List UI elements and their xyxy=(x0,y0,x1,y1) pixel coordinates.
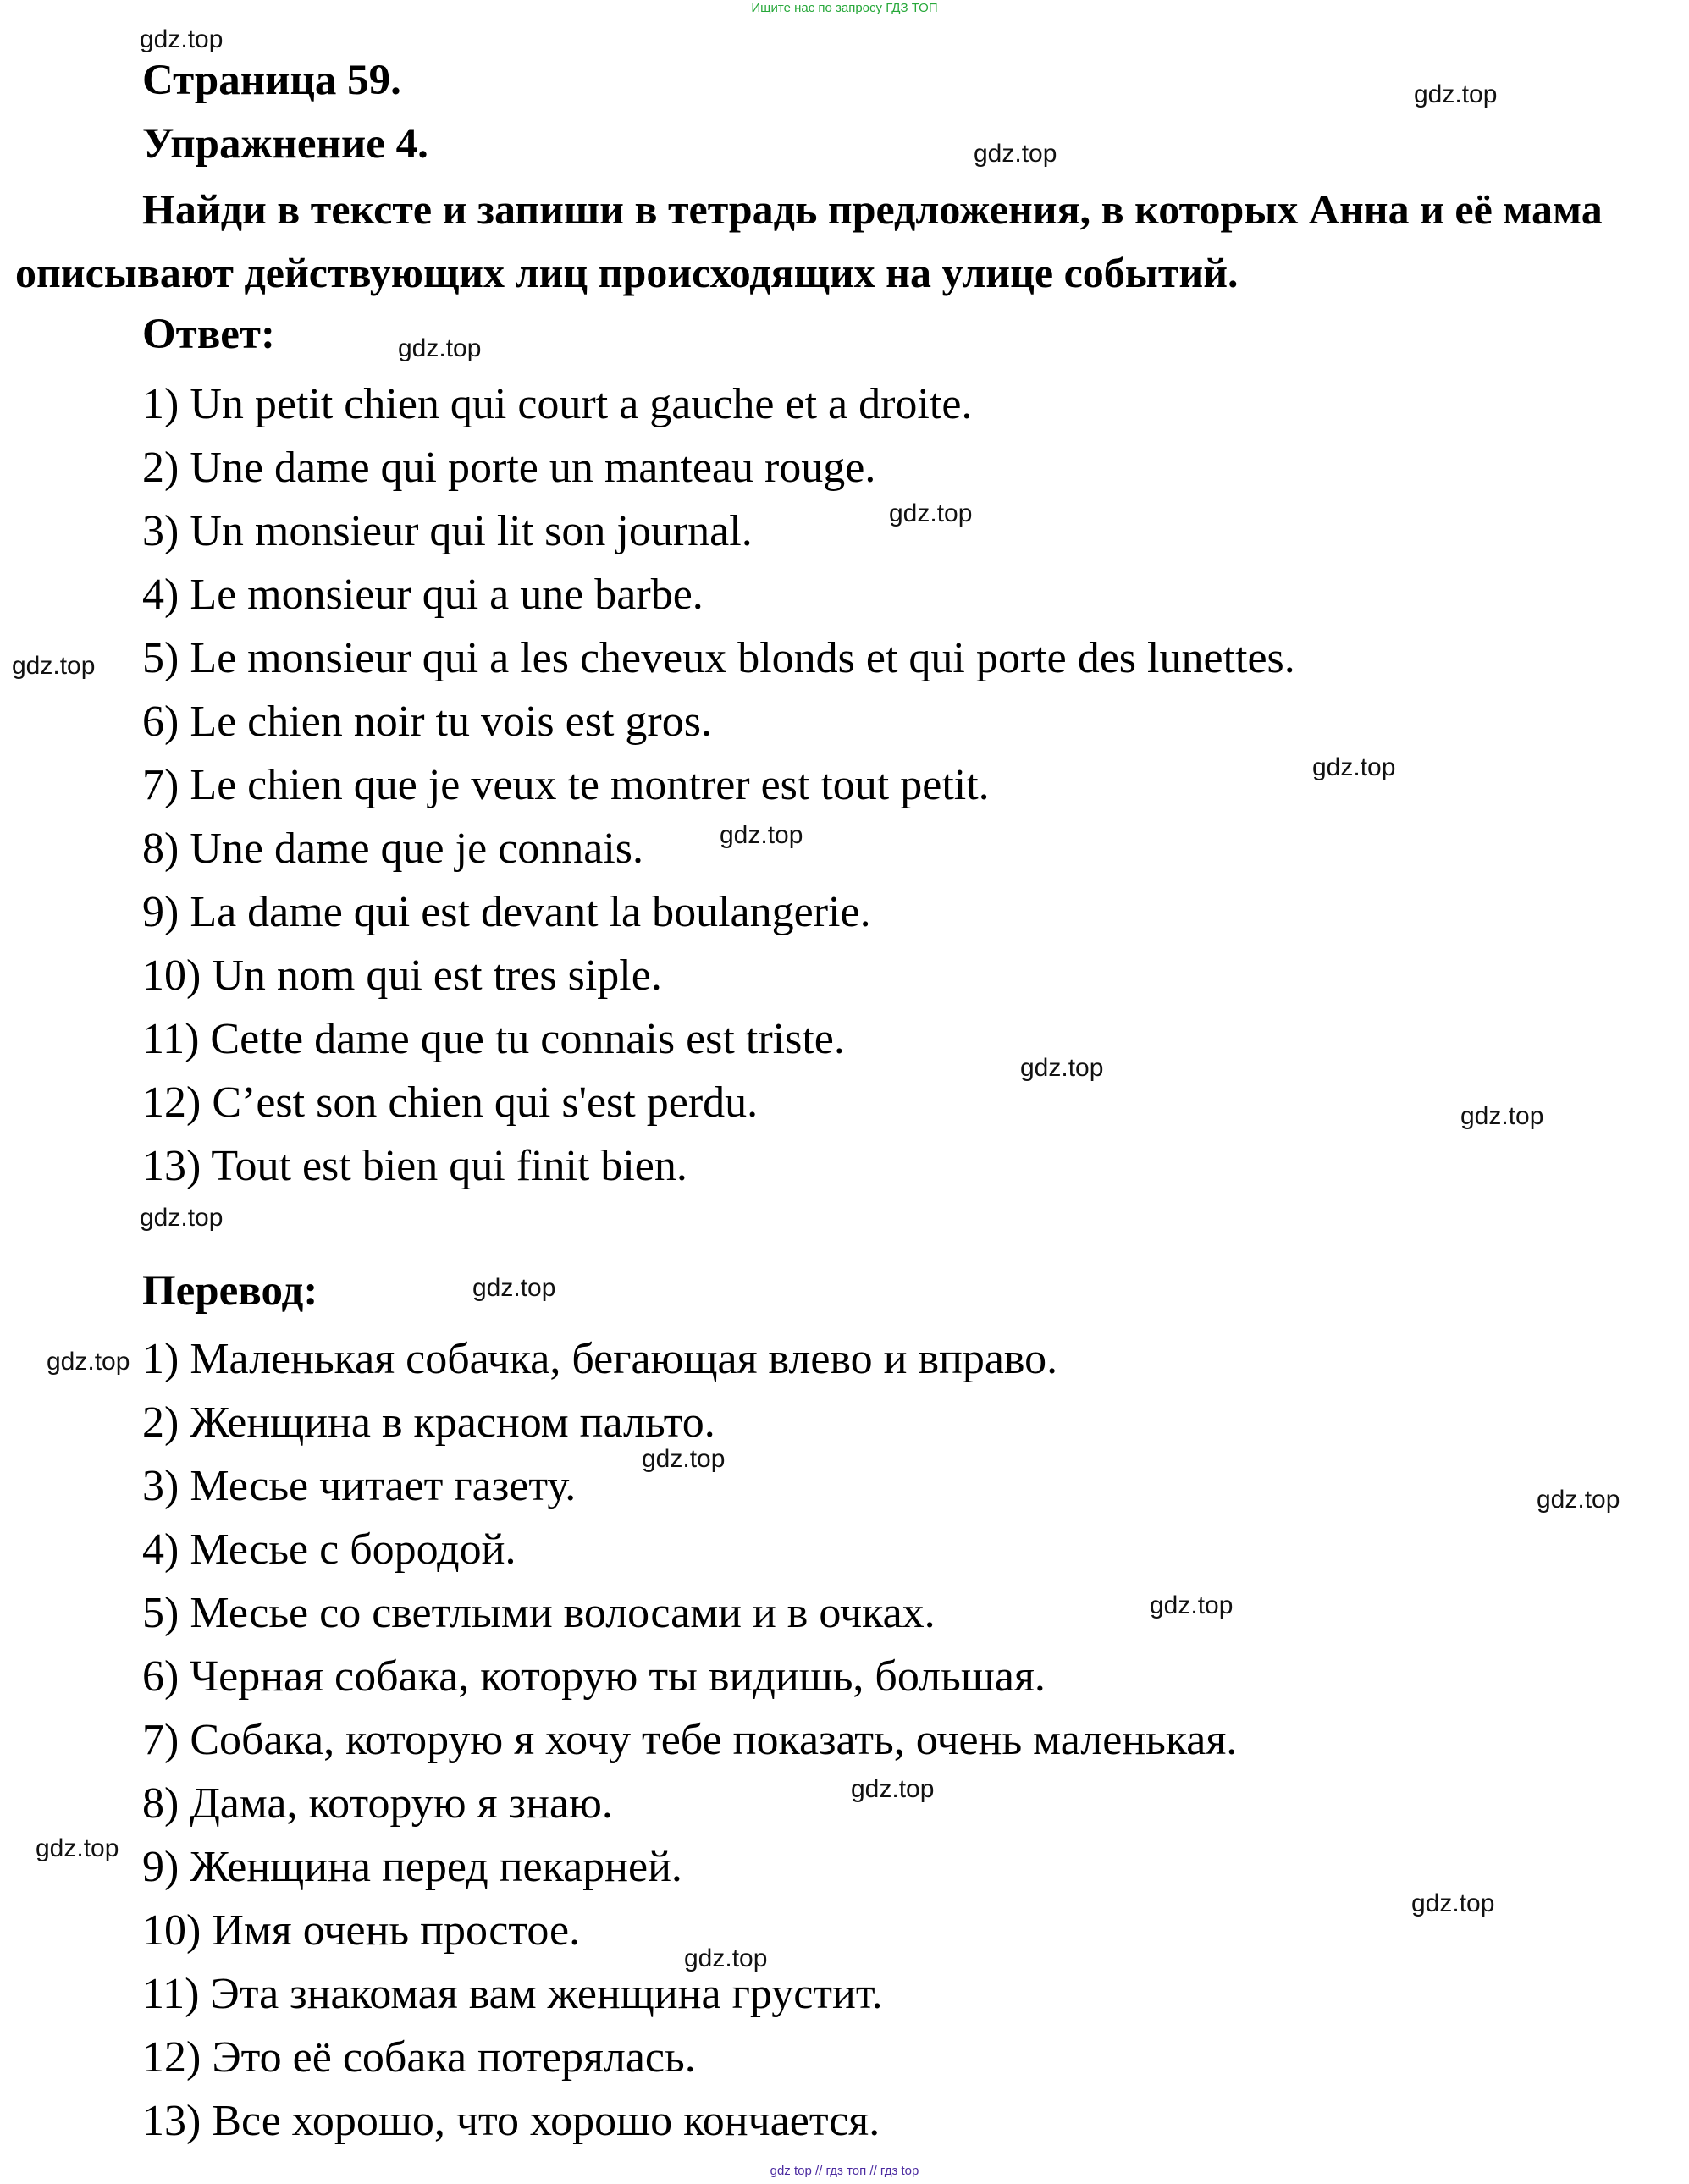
watermark: gdz.top xyxy=(12,652,96,680)
answer-item: 11) Cette dame que tu connais est triste. xyxy=(142,1015,845,1063)
translation-item: 10) Имя очень простое. xyxy=(142,1906,581,1955)
answer-item: 3) Un monsieur qui lit son journal. xyxy=(142,507,753,555)
watermark: gdz.top xyxy=(398,334,482,362)
watermark: gdz.top xyxy=(1414,80,1498,108)
watermark: gdz.top xyxy=(889,499,973,527)
watermark: gdz.top xyxy=(1411,1889,1495,1917)
answer-item: 13) Tout est bien qui finit bien. xyxy=(142,1142,687,1190)
answer-item: 6) Le chien noir tu vois est gros. xyxy=(142,698,712,746)
watermark: gdz.top xyxy=(1020,1054,1104,1082)
answer-item: 5) Le monsieur qui a les cheveux blonds et qui porte des lunettes. xyxy=(142,634,1295,682)
translation-item: 1) Маленькая собачка, бегающая влево и вправо. xyxy=(142,1335,1058,1383)
watermark: gdz.top xyxy=(720,821,803,849)
answer-item: 9) La dame qui est devant la boulangerie. xyxy=(142,888,871,936)
watermark: gdz.top xyxy=(642,1445,726,1473)
watermark: gdz.top xyxy=(974,140,1057,168)
translation-item: 5) Месье со светлыми волосами и в очках. xyxy=(142,1589,936,1637)
answer-list xyxy=(142,372,1295,1198)
answer-item: 10) Un nom qui est tres siple. xyxy=(142,951,662,1000)
translation-label: Перевод: xyxy=(142,1267,318,1315)
watermark: gdz.top xyxy=(140,25,224,53)
answer-item: 8) Une dame que je connais. xyxy=(142,825,644,873)
watermark: gdz.top xyxy=(1150,1591,1234,1619)
watermark: gdz.top xyxy=(140,1204,224,1232)
translation-item: 6) Черная собака, которую ты видишь, большая. xyxy=(142,1652,1046,1701)
watermark: gdz.top xyxy=(36,1834,119,1862)
watermark: gdz.top xyxy=(1537,1486,1620,1514)
watermark: gdz.top xyxy=(1312,753,1396,781)
translation-item: 9) Женщина перед пекарней. xyxy=(142,1843,682,1891)
task-text: Найди в тексте и запиши в тетрадь предложения, в которых Анна и её мама описывают действующих лиц происходящих на улице событий. xyxy=(15,185,1603,296)
watermark: gdz.top xyxy=(472,1274,556,1302)
answer-item: 1) Un petit chien qui court a gauche et a droite. xyxy=(142,380,973,428)
translation-item: 3) Месье читает газету. xyxy=(142,1462,577,1510)
translation-item: 13) Все хорошо, что хорошо кончается. xyxy=(142,2097,880,2145)
answer-item: 7) Le chien que je veux te montrer est tout petit. xyxy=(142,761,990,809)
header-search-note: Ищите нас по запросу ГДЗ ТОП xyxy=(751,1,938,15)
answer-item: 12) C’est son chien qui s'est perdu. xyxy=(142,1078,759,1127)
translation-item: 12) Это её собака потерялась. xyxy=(142,2033,696,2082)
watermark: gdz.top xyxy=(684,1944,768,1972)
exercise-title: Упражнение 4. xyxy=(142,120,428,168)
translation-item: 2) Женщина в красном пальто. xyxy=(142,1398,715,1447)
watermark: gdz.top xyxy=(1460,1102,1544,1130)
answer-label: Ответ: xyxy=(142,311,275,358)
translation-item: 7) Собака, которую я хочу тебе показать, очень маленькая. xyxy=(142,1716,1238,1764)
watermark: gdz.top xyxy=(47,1348,130,1376)
answer-item: 4) Le monsieur qui a une barbe. xyxy=(142,571,704,619)
watermark: gdz.top xyxy=(851,1775,935,1803)
answer-item: 2) Une dame qui porte un manteau rouge. xyxy=(142,444,876,492)
footer-note: gdz top // гдз топ // гдз top xyxy=(770,2164,919,2178)
translation-item: 8) Дама, которую я знаю. xyxy=(142,1779,613,1828)
page-title: Страница 59. xyxy=(142,57,401,104)
translation-item: 11) Эта знакомая вам женщина грустит. xyxy=(142,1970,883,2018)
translation-item: 4) Месье с бородой. xyxy=(142,1525,516,1574)
